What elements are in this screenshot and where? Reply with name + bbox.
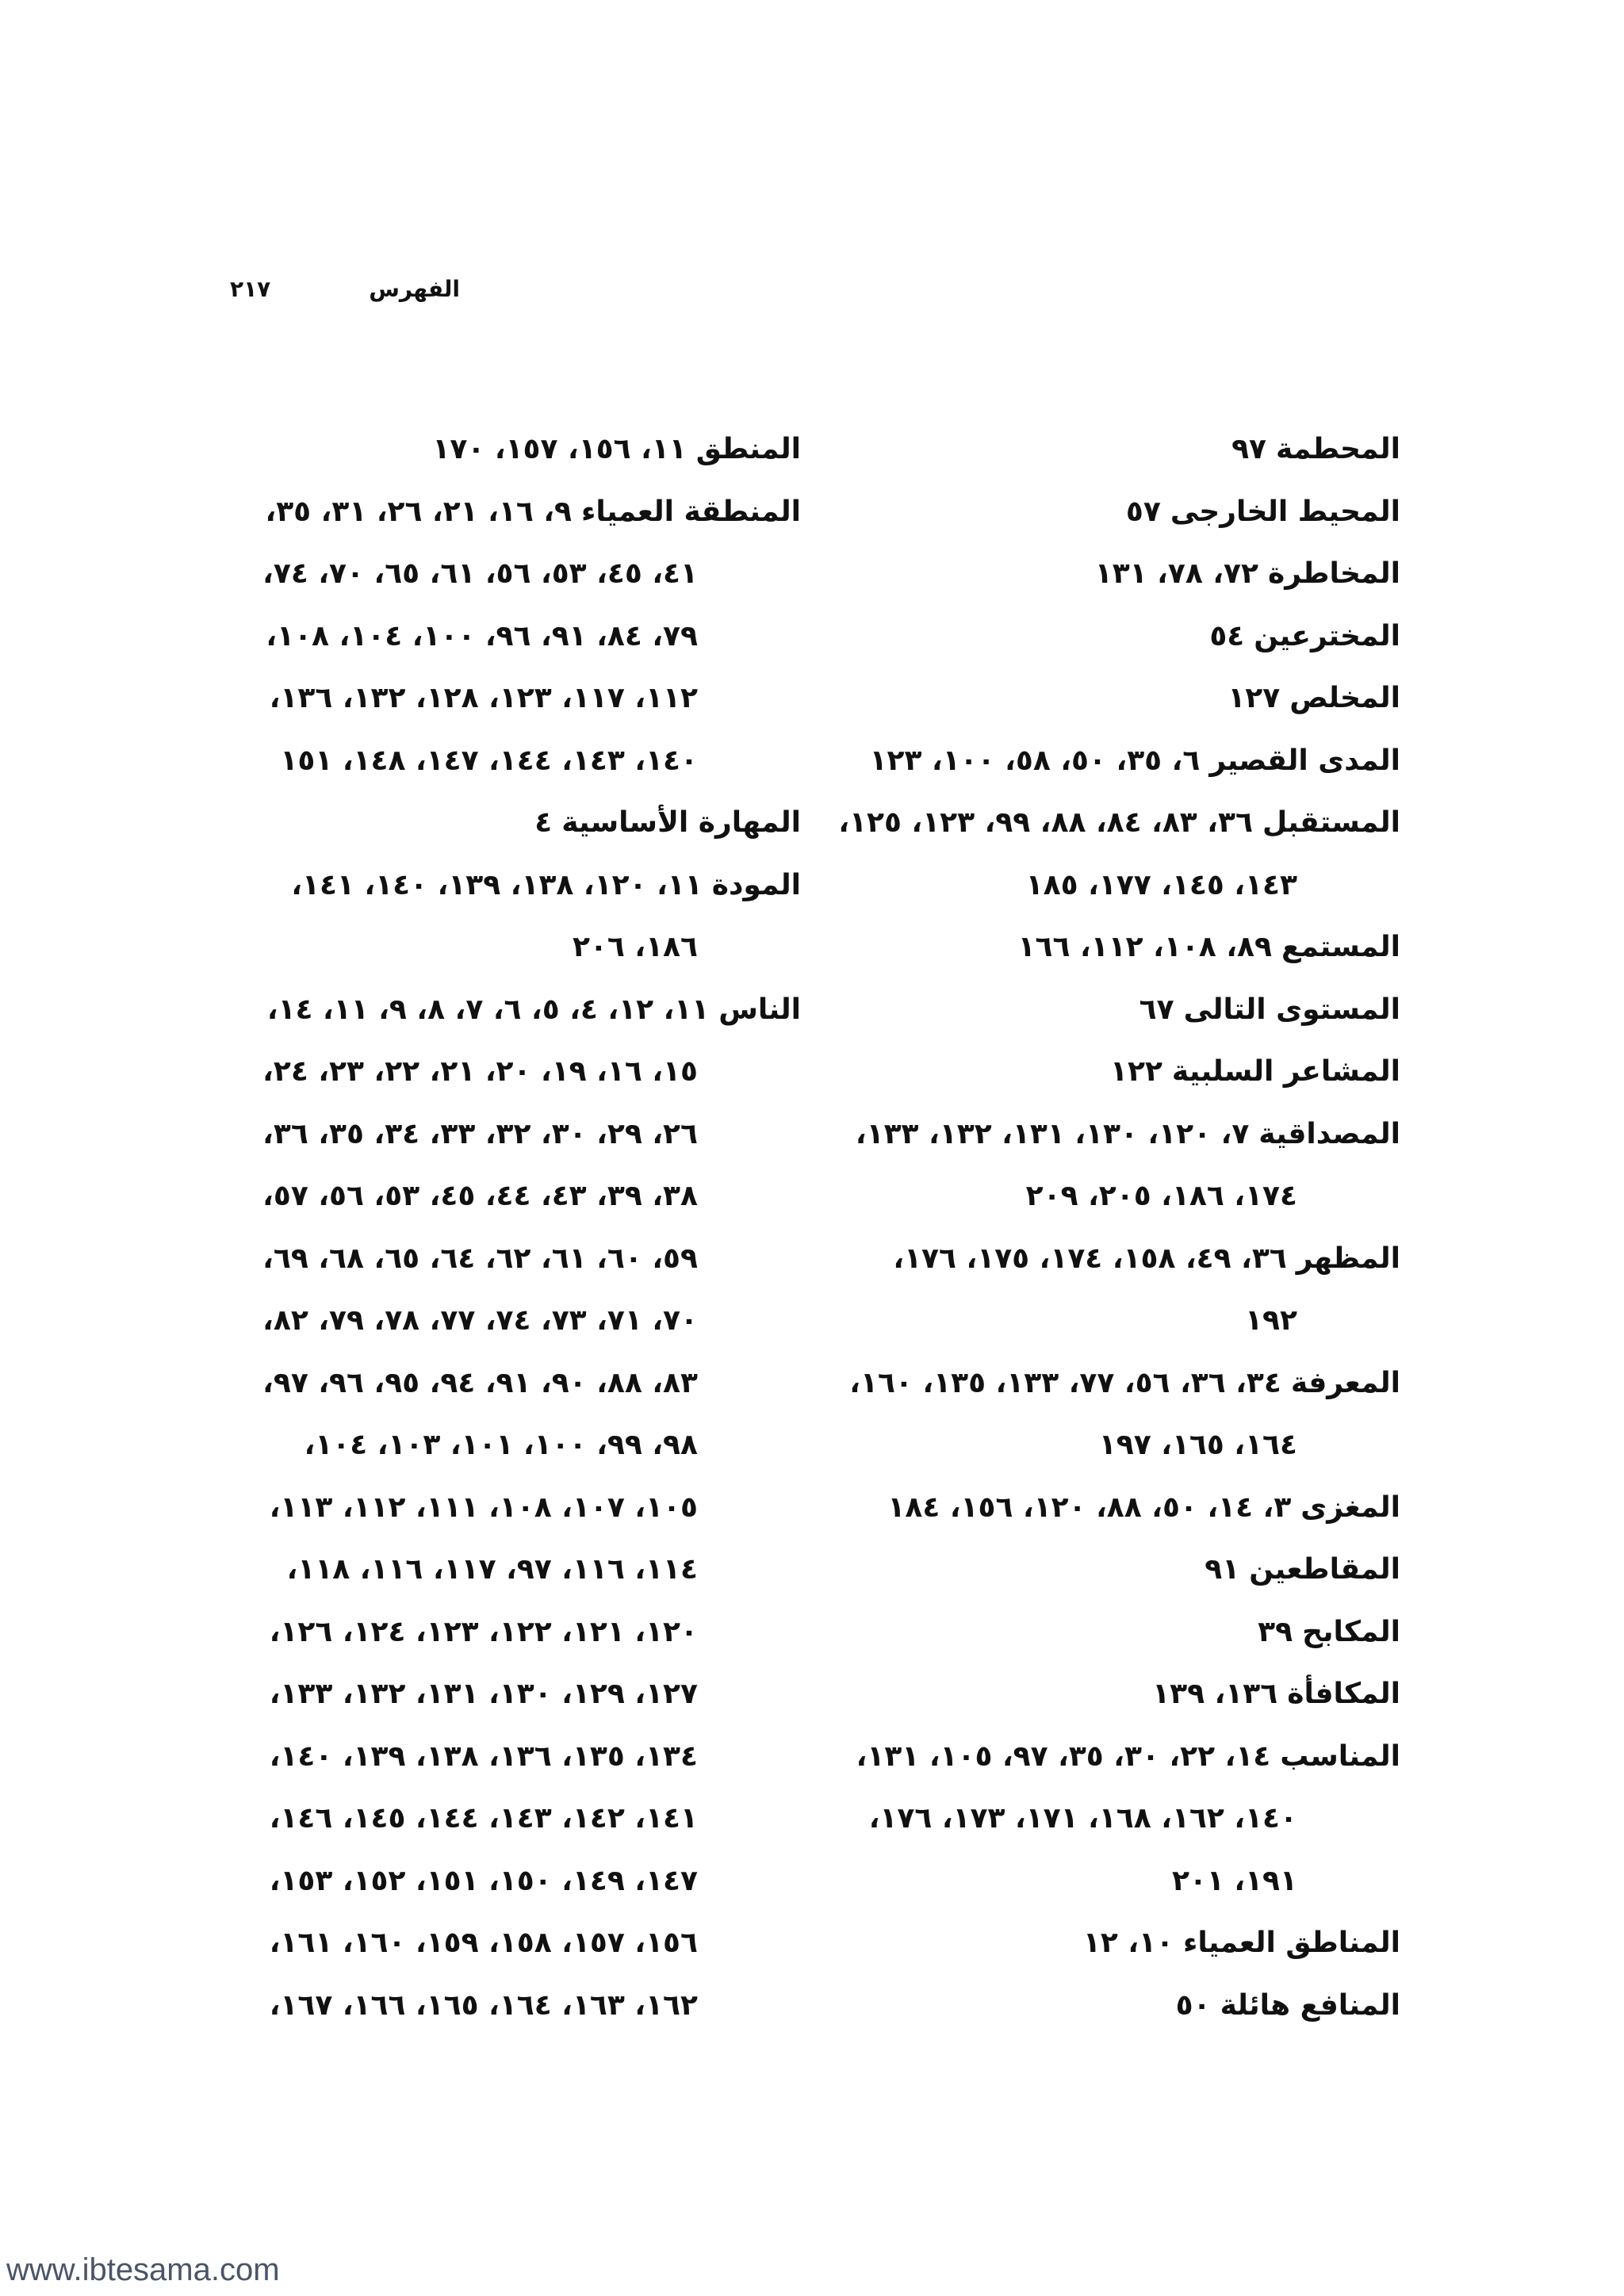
- index-line: [230, 1912, 801, 1975]
- index-pages: ٧٩، ٨٤، ٩١، ٩٦، ١٠٠، ١٠٤، ١٠٨،: [266, 619, 698, 652]
- index-term: المنطقة العمياء: [581, 495, 801, 528]
- index-pages: ٣، ١٤، ٥٠، ٨٨، ١٢٠، ١٥٦، ١٨٤: [887, 1490, 1292, 1524]
- index-line: [829, 606, 1400, 668]
- index-line: [829, 916, 1400, 979]
- index-pages: ٦٧: [1139, 993, 1174, 1026]
- index-term: المحطمة: [1276, 433, 1400, 465]
- index-line: [829, 1726, 1400, 1789]
- index-line: [829, 979, 1400, 1042]
- index-line: [829, 1165, 1400, 1228]
- index-line: [829, 792, 1400, 855]
- index-line: [230, 1104, 801, 1166]
- site-watermark[interactable]: www.ibtesama.com: [6, 2252, 280, 2287]
- index-line: [230, 916, 801, 979]
- index-pages: ١٧٤، ١٨٦، ٢٠٥، ٢٠٩: [1025, 1180, 1297, 1212]
- index-line: [230, 481, 801, 544]
- index-pages: ٩٨، ٩٩، ١٠٠، ١٠١، ١٠٣، ١٠٤،: [304, 1429, 698, 1461]
- index-term: المستقبل: [1262, 806, 1400, 839]
- index-pages: ١٥، ١٦، ١٩، ٢٠، ٢١، ٢٢، ٢٣، ٢٤،: [262, 1055, 698, 1088]
- index-line: [829, 1228, 1400, 1291]
- index-term: المستوى التالى: [1183, 993, 1400, 1026]
- index-pages: ٣٩: [1258, 1615, 1293, 1648]
- index-term: المناطق العمياء: [1182, 1927, 1400, 1959]
- index-pages: ١٢٧: [1228, 682, 1281, 714]
- index-line: [829, 1104, 1400, 1166]
- index-term: المناسب: [1280, 1739, 1400, 1773]
- index-term: المودة: [711, 868, 801, 901]
- index-line: [230, 730, 801, 793]
- index-line: [230, 979, 801, 1042]
- index-pages: ٩٧: [1231, 433, 1267, 465]
- index-line: [230, 1165, 801, 1228]
- index-term: المكافأة: [1287, 1678, 1400, 1710]
- index-pages: ٣٨، ٣٩، ٤٣، ٤٤، ٤٥، ٥٣، ٥٦، ٥٧،: [262, 1180, 698, 1212]
- index-line: [829, 1663, 1400, 1726]
- index-pages: ١٠٥، ١٠٧، ١٠٨، ١١١، ١١٢، ١١٣،: [269, 1490, 698, 1524]
- index-line: [829, 1539, 1400, 1601]
- index-line: [829, 1601, 1400, 1664]
- index-pages: ٥٩، ٦٠، ٦١، ٦٢، ٦٤، ٦٥، ٦٨، ٦٩،: [262, 1242, 698, 1275]
- index-term: المنافع هائلة: [1220, 1988, 1400, 2022]
- index-pages: ١٤٠، ١٤٣، ١٤٤، ١٤٧، ١٤٨، ١٥١: [280, 744, 698, 777]
- index-term: المصداقية: [1258, 1117, 1400, 1150]
- index-line: [829, 481, 1400, 544]
- index-pages: ١١، ١٢، ٤، ٥، ٦، ٧، ٨، ٩، ١١، ١٤،: [266, 993, 710, 1026]
- index-term: المشاعر السلبية: [1171, 1055, 1400, 1088]
- index-pages: ١٢٢: [1110, 1055, 1162, 1088]
- index-line: [230, 792, 801, 855]
- index-line: [230, 543, 801, 606]
- index-line: [230, 1975, 801, 2038]
- index-pages: ١٢٠، ١٢١، ١٢٢، ١٢٣، ١٢٤، ١٢٦،: [269, 1615, 698, 1648]
- index-pages: ٥٤: [1209, 619, 1245, 652]
- index-line: [829, 855, 1400, 917]
- index-term: المنطق: [695, 433, 801, 465]
- index-pages: ٥٧: [1125, 495, 1161, 528]
- index-line: [230, 668, 801, 730]
- index-line: [230, 1601, 801, 1664]
- index-pages: ١١، ١٥٦، ١٥٧، ١٧٠: [432, 433, 687, 465]
- index-pages: ١٢٧، ١٢٩، ١٣٠، ١٣١، ١٣٢، ١٣٣،: [269, 1678, 698, 1710]
- index-line: [230, 1850, 801, 1913]
- index-term: المخاطرة: [1267, 557, 1400, 590]
- index-pages: ٥٠: [1175, 1988, 1211, 2022]
- index-line: [230, 1663, 801, 1726]
- index-line: [829, 668, 1400, 730]
- index-line: [829, 1353, 1400, 1415]
- index-pages: ١٤٠، ١٦٢، ١٦٨، ١٧١، ١٧٣، ١٧٦،: [868, 1802, 1297, 1835]
- index-line: [230, 1539, 801, 1601]
- index-line: [230, 1788, 801, 1850]
- index-line: [829, 1975, 1400, 2038]
- index-pages: ١٩٢: [1245, 1304, 1297, 1337]
- index-pages: ١٤٣، ١٤٥، ١٧٧، ١٨٥: [1025, 868, 1297, 901]
- index-line: [230, 1290, 801, 1353]
- index-pages: ١٨٦، ٢٠٦: [572, 931, 698, 963]
- page-header: [230, 276, 460, 316]
- index-pages: ٢٦، ٢٩، ٣٠، ٣٢، ٣٣، ٣٤، ٣٥، ٣٦،: [262, 1117, 698, 1150]
- index-pages: ١٤، ٢٢، ٣٠، ٣٥، ٩٧، ١٠٥، ١٣١،: [856, 1739, 1271, 1773]
- index-column-left: [230, 419, 801, 2037]
- index-pages: ٩١: [1205, 1553, 1240, 1586]
- index-pages: ٣٦، ٨٣، ٨٤، ٨٨، ٩٩، ١٢٣، ١٢٥،: [838, 806, 1253, 839]
- index-pages: ٩، ١٦، ٢١، ٢٦، ٣١، ٣٥،: [265, 495, 573, 528]
- page-number: ٢١٧: [230, 276, 271, 302]
- index-line: [829, 730, 1400, 793]
- index-pages: ٨٣، ٨٨، ٩٠، ٩١، ٩٤، ٩٥، ٩٦، ٩٧،: [262, 1366, 698, 1399]
- index-pages: ١١٤، ١١٦، ٩٧، ١١٧، ١١٦، ١١٨،: [286, 1553, 698, 1586]
- index-term: المقاطعين: [1249, 1553, 1400, 1586]
- index-line: [230, 1726, 801, 1789]
- index-line: [230, 1477, 801, 1540]
- index-pages: ٦، ٣٥، ٥٠، ٥٨، ١٠٠، ١٢٣: [869, 744, 1201, 777]
- index-pages: ٧، ١٢٠، ١٣٠، ١٣١، ١٣٢، ١٣٣،: [855, 1117, 1250, 1150]
- index-pages: ٤١، ٤٥، ٥٣، ٥٦، ٦١، ٦٥، ٧٠، ٧٤،: [262, 557, 698, 590]
- index-pages: ١٣٤، ١٣٥، ١٣٦، ١٣٨، ١٣٩، ١٤٠،: [269, 1739, 698, 1773]
- index-line: [230, 606, 801, 668]
- index-line: [230, 1353, 801, 1415]
- index-line: [230, 1228, 801, 1291]
- index-pages: ٧٠، ٧١، ٧٣، ٧٤، ٧٧، ٧٨، ٧٩، ٨٢،: [262, 1304, 698, 1337]
- index-line: [230, 1041, 801, 1104]
- index-line: [230, 855, 801, 917]
- index-line: [829, 1290, 1400, 1353]
- index-term: المظهر: [1296, 1242, 1400, 1275]
- index-term: المعرفة: [1290, 1366, 1400, 1399]
- index-pages: ١٣٦، ١٣٩: [1152, 1678, 1278, 1710]
- index-line: [230, 1414, 801, 1477]
- index-pages: ١٤٧، ١٤٩، ١٥٠، ١٥١، ١٥٢، ١٥٣،: [269, 1864, 698, 1897]
- index-line: [829, 1788, 1400, 1850]
- index-pages: ١٥٦، ١٥٧، ١٥٨، ١٥٩، ١٦٠، ١٦١،: [269, 1927, 698, 1959]
- index-line: [829, 1041, 1400, 1104]
- index-pages: ٣٦، ٤٩، ١٥٨، ١٧٤، ١٧٥، ١٧٦،: [893, 1242, 1287, 1275]
- index-pages: ١٦٤، ١٦٥، ١٩٧: [1098, 1429, 1297, 1461]
- index-pages: ٤: [534, 806, 553, 839]
- index-pages: ١٤١، ١٤٢، ١٤٣، ١٤٤، ١٤٥، ١٤٦،: [269, 1802, 698, 1835]
- index-line: [829, 1414, 1400, 1477]
- index-pages: ١٦٢، ١٦٣، ١٦٤، ١٦٥، ١٦٦، ١٦٧،: [269, 1988, 698, 2022]
- index-pages: ٣٤، ٣٦، ٥٦، ٧٧، ١٣٣، ١٣٥، ١٦٠،: [849, 1366, 1281, 1399]
- index-pages: ١١٢، ١١٧، ١٢٣، ١٢٨، ١٣٢، ١٣٦،: [269, 682, 698, 714]
- index-pages: ١٠، ١٢: [1082, 1927, 1174, 1959]
- index-term: المكابح: [1302, 1615, 1400, 1648]
- index-column-right: [829, 419, 1400, 2037]
- index-line: [829, 1912, 1400, 1975]
- index-term: المغزى: [1300, 1490, 1400, 1524]
- index-line: [829, 1477, 1400, 1540]
- index-pages: ١٩١، ٢٠١: [1171, 1864, 1297, 1897]
- index-line: [829, 543, 1400, 606]
- index-term: المخلص: [1289, 682, 1400, 714]
- index-pages: ٧٢، ٧٨، ١٣١: [1094, 557, 1258, 590]
- index-line: [829, 1850, 1400, 1913]
- index-term: المخترعين: [1254, 619, 1400, 652]
- index-term: المحيط الخارجى: [1170, 495, 1400, 528]
- index-term: الناس: [718, 993, 801, 1026]
- section-title: الفهرس: [369, 276, 460, 302]
- index-pages: ١١، ١٢٠، ١٣٨، ١٣٩، ١٤٠، ١٤١،: [291, 868, 703, 901]
- index-term: المدى القصير: [1209, 744, 1400, 777]
- index-pages: ٨٩، ١٠٨، ١١٢، ١٦٦: [1017, 931, 1272, 963]
- index-line: [230, 419, 801, 481]
- index-line: [829, 419, 1400, 481]
- index-term: المستمع: [1281, 931, 1400, 963]
- index-term: المهارة الأساسية: [561, 806, 801, 839]
